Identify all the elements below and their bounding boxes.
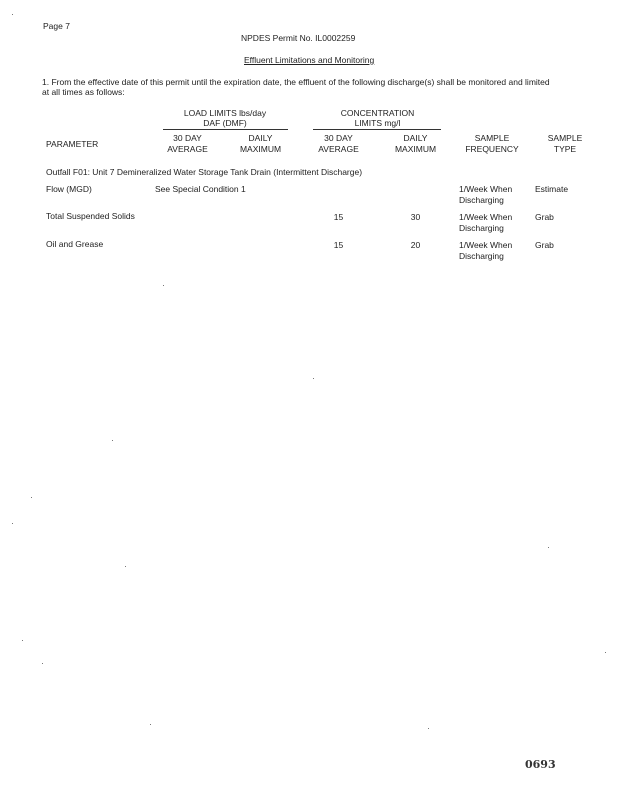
conc-30-day-header-line-2: AVERAGE — [318, 144, 359, 154]
page-number: Page 7 — [43, 21, 70, 31]
scan-speck — [112, 440, 113, 441]
table-row-frequency-line-1: 1/Week When — [459, 184, 513, 194]
concentration-limits-underline — [313, 129, 441, 130]
table-row-frequency-line-2: Discharging — [459, 251, 504, 261]
table-row-conc-daily-max: 30 — [410, 212, 421, 222]
scan-speck — [12, 14, 13, 15]
scan-speck — [605, 652, 606, 653]
table-row-sample-type: Grab — [535, 212, 554, 222]
table-row-frequency-line-1: 1/Week When — [459, 240, 513, 250]
section-title: Effluent Limitations and Monitoring — [244, 55, 375, 65]
load-daily-max-header-line-2: MAXIMUM — [239, 144, 282, 154]
sample-frequency-header-line-1: SAMPLE — [474, 133, 510, 143]
sample-type-header-line-1: SAMPLE — [547, 133, 583, 143]
scan-speck — [12, 523, 13, 524]
scan-speck — [163, 285, 164, 286]
intro-line-1: 1. From the effective date of this permit until the expiration date, the effluent of the following discharge(s) shall be monitored and limited — [42, 77, 550, 87]
load-limits-underline — [163, 129, 288, 130]
scan-speck — [428, 728, 429, 729]
scan-speck — [125, 566, 126, 567]
table-row-frequency-line-2: Discharging — [459, 223, 504, 233]
load-limits-header-line-2: DAF (DMF) — [203, 118, 247, 128]
load-30-day-header-line-2: AVERAGE — [167, 144, 208, 154]
table-row-parameter: Oil and Grease — [46, 239, 104, 249]
table-row-conc-30-day: 15 — [333, 240, 344, 250]
outfall-label: Outfall F01: Unit 7 Demineralized Water Storage Tank Drain (Intermittent Discharge) — [46, 167, 363, 177]
table-row-parameter: Flow (MGD) — [46, 184, 92, 194]
load-limits-header-line-1: LOAD LIMITS lbs/day — [183, 108, 267, 118]
table-row-parameter: Total Suspended Solids — [46, 211, 135, 221]
scan-speck — [548, 547, 549, 548]
scan-speck — [313, 378, 314, 379]
conc-daily-max-header-line-1: DAILY — [403, 133, 428, 143]
scan-speck — [150, 724, 151, 725]
table-row-sample-type: Grab — [535, 240, 554, 250]
table-row-conc-daily-max: 20 — [410, 240, 421, 250]
intro-line-2: at all times as follows: — [42, 87, 125, 97]
table-row-frequency-line-1: 1/Week When — [459, 212, 513, 222]
table-row-note: See Special Condition 1 — [155, 184, 246, 194]
sample-type-header-line-2: TYPE — [553, 144, 577, 154]
permit-number: NPDES Permit No. IL0002259 — [241, 33, 356, 43]
concentration-limits-header-line-1: CONCENTRATION — [340, 108, 415, 118]
load-daily-max-header-line-1: DAILY — [248, 133, 273, 143]
scan-speck — [31, 497, 32, 498]
scan-speck — [22, 640, 23, 641]
parameter-header: PARAMETER — [46, 139, 99, 149]
table-row-frequency-line-2: Discharging — [459, 195, 504, 205]
load-30-day-header-line-1: 30 DAY — [173, 133, 202, 143]
table-row-sample-type: Estimate — [535, 184, 569, 194]
sample-frequency-header-line-2: FREQUENCY — [465, 144, 519, 154]
table-row-conc-30-day: 15 — [333, 212, 344, 222]
bates-stamp-number: 0693 — [525, 758, 556, 771]
scan-speck — [42, 663, 43, 664]
concentration-limits-header-line-2: LIMITS mg/l — [354, 118, 401, 128]
conc-daily-max-header-line-2: MAXIMUM — [394, 144, 437, 154]
conc-30-day-header-line-1: 30 DAY — [324, 133, 353, 143]
